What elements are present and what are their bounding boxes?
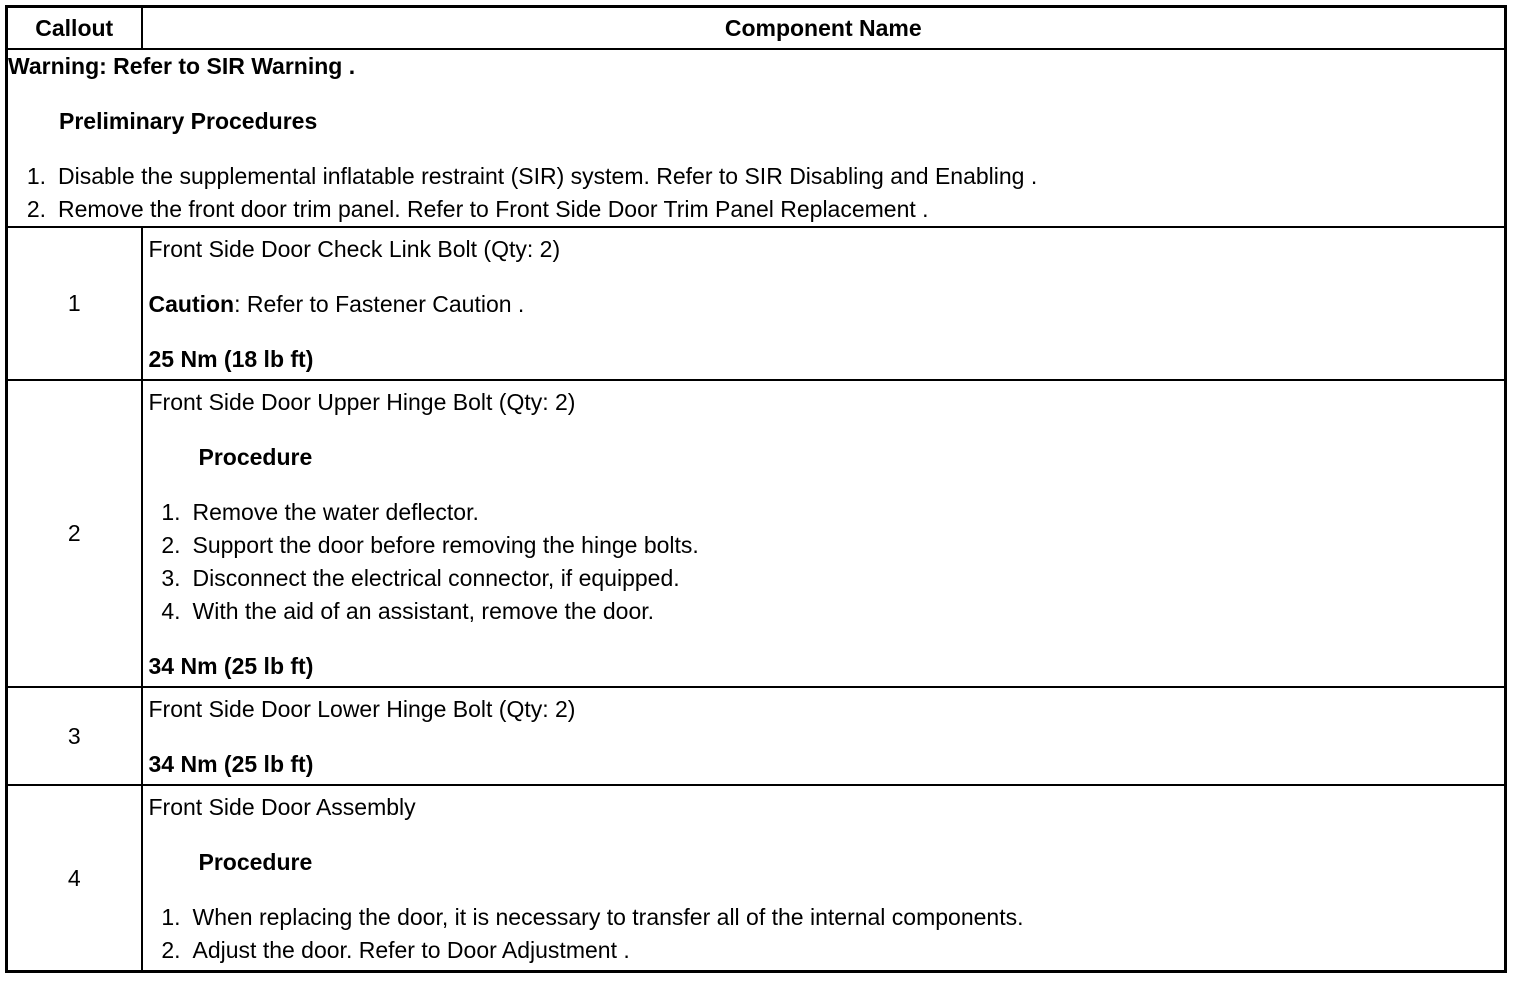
list-item: 2. Remove the front door trim panel. Refer to Front Side Door Trim Panel Replacement .	[26, 196, 929, 222]
component-cell	[142, 227, 1506, 380]
torque-spec: 25 Nm (18 lb ft)	[148, 346, 314, 372]
table-row	[7, 380, 1506, 687]
list-item: 1. When replacing the door, it is necessary to transfer all of the internal components.	[161, 904, 1024, 930]
list-item: 2. Adjust the door. Refer to Door Adjustment .	[161, 937, 630, 963]
torque-spec: 34 Nm (25 lb ft)	[148, 751, 314, 777]
sir-warning: Warning: Refer to SIR Warning .	[8, 53, 356, 79]
procedure-steps	[149, 496, 1499, 628]
callout-number: 1	[7, 227, 142, 380]
callout-column-header: Callout	[7, 7, 142, 50]
torque-spec: 34 Nm (25 lb ft)	[148, 653, 314, 679]
caution-note: Caution: Refer to Fastener Caution .	[148, 291, 525, 317]
component-cell	[142, 687, 1506, 785]
procedure-heading: Procedure	[198, 444, 313, 470]
callout-number: 4	[7, 785, 142, 972]
table-row	[7, 687, 1506, 785]
component-name: Front Side Door Lower Hinge Bolt (Qty: 2)	[148, 696, 576, 722]
procedure-heading: Procedure	[198, 849, 313, 875]
component-name: Front Side Door Check Link Bolt (Qty: 2)	[148, 236, 561, 262]
callout-number: 3	[7, 687, 142, 785]
procedure-table	[5, 5, 1507, 973]
table-row	[7, 785, 1506, 972]
table-row	[7, 227, 1506, 380]
component-cell	[142, 380, 1506, 687]
list-item: 4. With the aid of an assistant, remove the door.	[161, 598, 655, 624]
preliminary-cell	[7, 49, 1506, 227]
list-item: 1. Remove the water deflector.	[161, 499, 479, 525]
component-name: Front Side Door Assembly	[148, 794, 416, 820]
list-item: 3. Disconnect the electrical connector, if equipped.	[161, 565, 680, 591]
preliminary-row	[7, 49, 1506, 227]
preliminary-heading: Preliminary Procedures	[59, 108, 318, 134]
component-name: Front Side Door Upper Hinge Bolt (Qty: 2)	[148, 389, 576, 415]
procedure-steps	[149, 901, 1499, 967]
callout-number: 2	[7, 380, 142, 687]
component-column-header: Component Name	[142, 7, 1506, 50]
list-item: 2. Support the door before removing the hinge bolts.	[161, 532, 699, 558]
header-row	[7, 7, 1506, 50]
list-item: 1. Disable the supplemental inflatable restraint (SIR) system. Refer to SIR Disabling and Enabling .	[26, 163, 1038, 189]
preliminary-steps	[8, 160, 1504, 226]
component-cell	[142, 785, 1506, 972]
